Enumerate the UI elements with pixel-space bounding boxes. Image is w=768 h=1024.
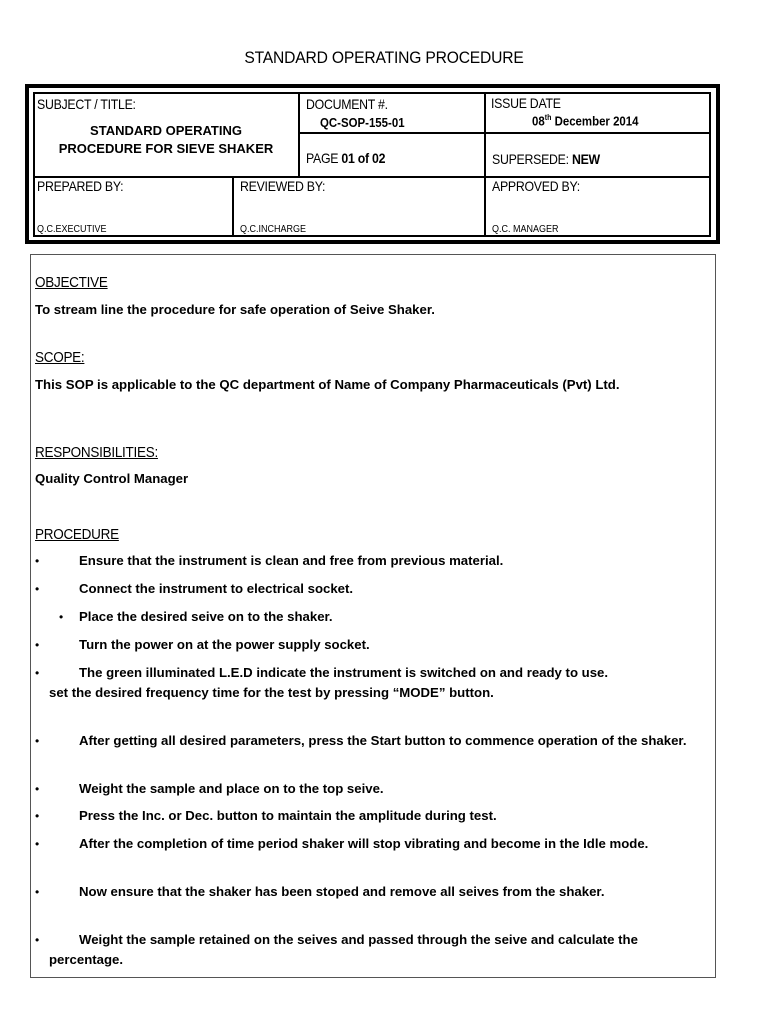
approved-by-value: Q.C. MANAGER: [492, 224, 559, 235]
objective-text: To stream line the procedure for safe operation of Seive Shaker.: [35, 302, 435, 317]
step-text: Ensure that the instrument is clean and free from previous material.: [79, 553, 504, 568]
list-item: [49, 663, 711, 703]
bullet: •: [59, 610, 64, 624]
list-item: [49, 882, 711, 902]
step-text: Place the desired seive on to the shaker.: [79, 609, 333, 624]
document-title: STANDARD OPERATING PROCEDURE: [244, 48, 524, 67]
step-text: Connect the instrument to electrical socket.: [79, 581, 354, 596]
list-item: [49, 834, 711, 854]
prepared-by-value: Q.C.EXECUTIVE: [37, 224, 107, 235]
supersede-value: NEW: [571, 151, 600, 167]
issue-date: [532, 113, 639, 128]
list-item: [79, 607, 741, 627]
step-text: Weight the sample retained on the seives and passed through the seive and calculate the percentage.: [49, 932, 638, 967]
bullet: •: [35, 666, 40, 680]
bullet: •: [35, 809, 40, 823]
bullet: •: [35, 734, 40, 748]
document-number: QC-SOP-155-01: [320, 115, 405, 130]
bullet: •: [35, 554, 40, 568]
bullet: •: [35, 638, 40, 652]
issue-date-suffix: th: [544, 113, 552, 122]
procedure-heading: PROCEDURE: [35, 526, 119, 543]
reviewed-by-value: Q.C.INCHARGE: [240, 224, 307, 235]
document-label: DOCUMENT #.: [306, 96, 388, 112]
list-item: [49, 731, 711, 751]
step-text: After the completion of time period shaker will stop vibrating and become in the Idle mode.: [79, 836, 649, 851]
page-value: 01 of 02: [341, 150, 386, 166]
responsibilities-text: Quality Control Manager: [35, 471, 189, 486]
list-item: [49, 779, 711, 799]
step-text: Now ensure that the shaker has been stoped and remove all seives from the shaker.: [79, 884, 605, 899]
list-item: [49, 579, 711, 599]
reviewed-by-label: REVIEWED BY:: [240, 178, 326, 194]
scope-heading: SCOPE:: [35, 349, 85, 366]
list-item: [49, 635, 711, 655]
divider: [232, 176, 234, 237]
step-text-continued: set the desired frequency time for the test by pressing “MODE” button.: [49, 685, 494, 700]
prepared-by-label: PREPARED BY:: [37, 178, 124, 194]
bullet: •: [35, 782, 40, 796]
bullet: •: [35, 885, 40, 899]
bullet: •: [35, 837, 40, 851]
issue-date-label: ISSUE DATE: [491, 95, 561, 111]
issue-date-rest: December 2014: [551, 113, 639, 129]
divider: [298, 92, 300, 178]
supersede: [492, 151, 600, 167]
divider: [484, 92, 486, 237]
supersede-label: SUPERSEDE:: [492, 151, 572, 167]
divider: [298, 132, 711, 134]
step-text: Press the Inc. or Dec. button to maintain the amplitude during test.: [79, 808, 497, 823]
objective-heading: OBJECTIVE: [35, 274, 108, 291]
subject-title-line2: PROCEDURE FOR SIEVE SHAKER: [58, 141, 274, 156]
list-item: [49, 551, 711, 571]
bullet: •: [35, 582, 40, 596]
page-label: PAGE: [306, 150, 342, 166]
subject-label: SUBJECT / TITLE:: [37, 96, 136, 112]
subject-title-line1: STANDARD OPERATING: [90, 123, 242, 138]
approved-by-label: APPROVED BY:: [492, 178, 580, 194]
scope-text: This SOP is applicable to the QC department of Name of Company Pharmaceuticals (Pvt) Ltd.: [35, 377, 620, 392]
issue-date-day: 08: [532, 113, 545, 129]
divider: [33, 176, 711, 178]
step-text: The green illuminated L.E.D indicate the instrument is switched on and ready to use.: [79, 665, 609, 680]
subject-title: [38, 122, 294, 158]
list-item: [49, 930, 711, 970]
step-text: Turn the power on at the power supply socket.: [79, 637, 370, 652]
list-item: [49, 806, 711, 826]
step-text: Weight the sample and place on to the top seive.: [79, 781, 384, 796]
bullet: •: [35, 933, 40, 947]
page-number: [306, 150, 385, 166]
step-text: After getting all desired parameters, press the Start button to commence operation of the shaker.: [79, 733, 687, 748]
responsibilities-heading: RESPONSIBILITIES:: [35, 444, 158, 461]
